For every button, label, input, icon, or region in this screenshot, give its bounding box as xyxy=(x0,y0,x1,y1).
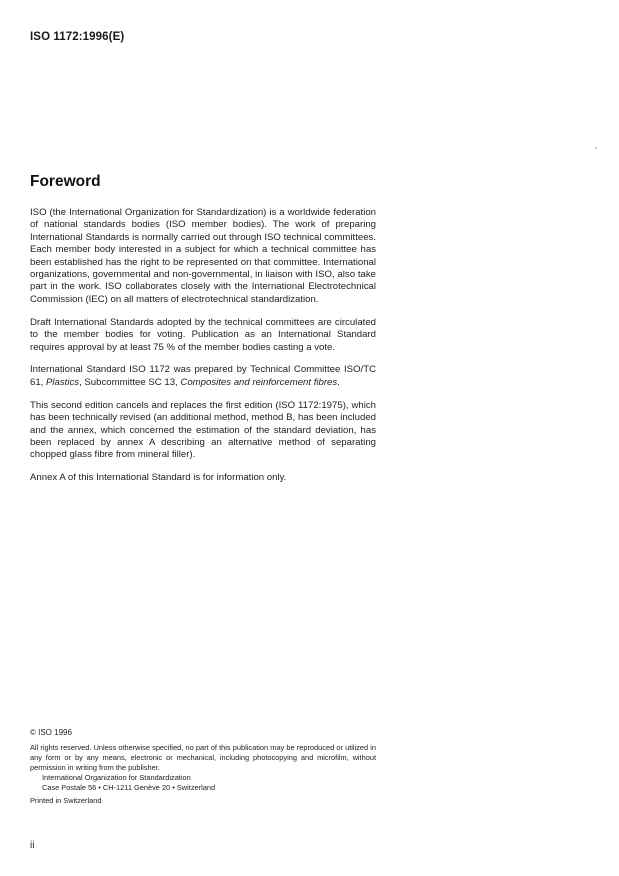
paragraph-draft-standards: Draft International Standards adopted by the technical committees are circulated to the member bodies for voting. Publication as an International Standard requires approval by at least 75 % of the member bodies casting a vote. xyxy=(30,316,376,353)
scan-speck xyxy=(595,147,597,149)
organization-address: Case Postale 56 • CH-1211 Genève 20 • Switzerland xyxy=(42,783,216,792)
document-id-header: ISO 1172:1996(E) xyxy=(30,31,125,43)
organization-name: International Organization for Standardization xyxy=(42,773,191,782)
prepared-by-lead: International Standard ISO 1172 was prepared by Technical Committee ISO/TC 61, xyxy=(30,364,376,388)
copyright-line: © ISO 1996 xyxy=(30,728,72,737)
foreword-body xyxy=(30,207,376,495)
rights-statement: All rights reserved. Unless otherwise specified, no part of this publication may be reproduced or utilized in any form or by any means, electronic or mechanical, including photocopying and microfilm, without permission in writing from the publisher. xyxy=(30,743,376,772)
prepared-by-end: . xyxy=(337,376,340,388)
paragraph-iso-overview: ISO (the International Organization for Standardization) is a worldwide federation of national standards bodies (ISO member bodies). The work of preparing International Standards is normally carried out through ISO technical committees. Each member body interested in a subject for which a technical committee has been established has the right to be represented on that committee. International organizations, governmental and non-governmental, in liaison with ISO, also take part in the work. ISO collaborates closely with the International Electrotechnical Commission (IEC) on all matters of electrotechnical standardization. xyxy=(30,207,376,305)
paragraph-second-edition: This second edition cancels and replaces the first edition (ISO 1172:1975), which has been technically revised (an additional method, method B, has been included and the annex, which concerned the estimation of the standard deviation, has been replaced by annex A describing an alternative method of separating chopped glass fibre from mineral filler). xyxy=(30,399,376,461)
foreword-heading: Foreword xyxy=(30,173,101,190)
prepared-by-mid: , Subcommittee SC 13, xyxy=(79,376,181,388)
copyright-block xyxy=(30,728,376,806)
paragraph-prepared-by xyxy=(30,364,376,389)
page-number: ii xyxy=(30,840,35,851)
subcommittee-name: Composites and reinforcement fibres xyxy=(180,376,338,388)
printed-in: Printed in Switzerland xyxy=(30,796,102,805)
paragraph-annex-info: Annex A of this International Standard is for information only. xyxy=(30,472,287,484)
committee-name-plastics: Plastics xyxy=(46,376,80,388)
